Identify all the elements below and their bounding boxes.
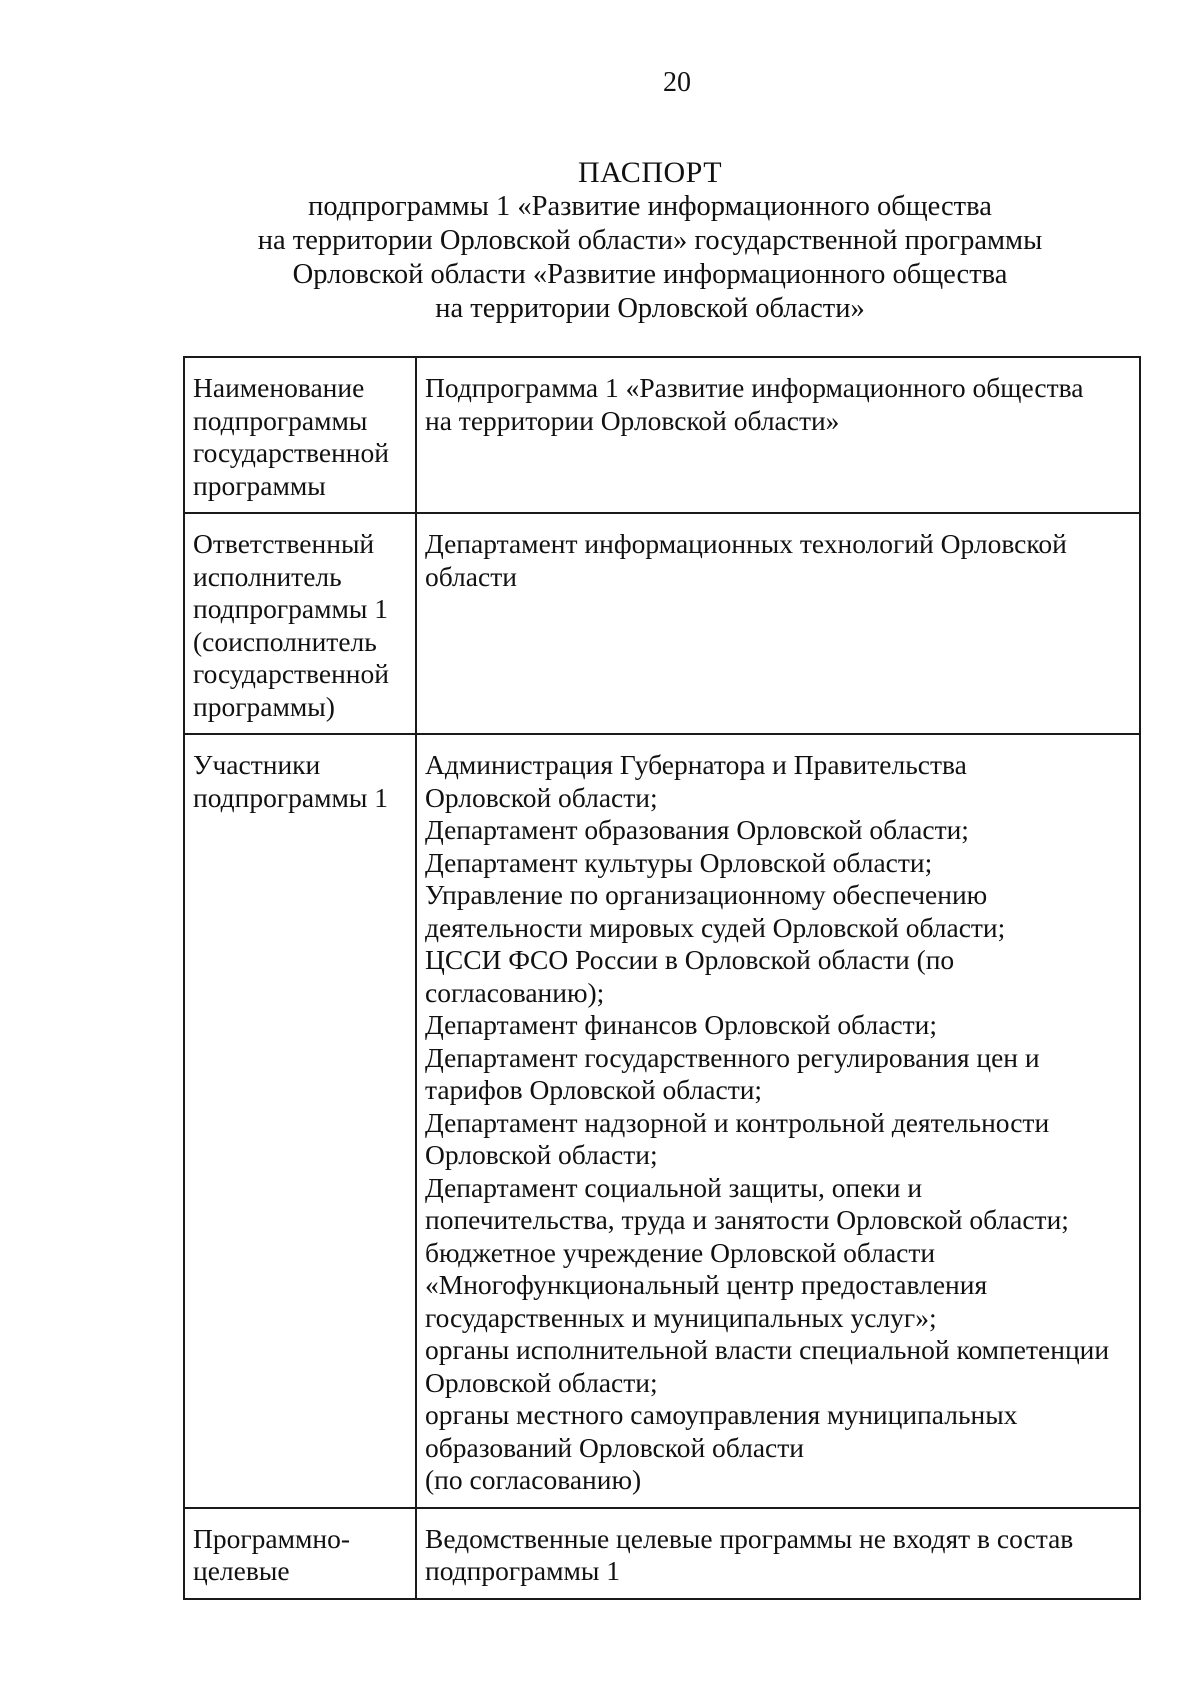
participant-line: Орловской области; <box>425 781 658 813</box>
participant-line: попечительства, труда и занятости Орловской области; <box>425 1204 1069 1235</box>
row-label <box>184 357 416 513</box>
participant-line: органы исполнительной власти специальной компетенции <box>425 1334 1110 1365</box>
heading-line: на территории Орловской области» <box>435 293 865 324</box>
participant-line: Орловской области; <box>425 1366 658 1398</box>
table-row-responsible <box>184 513 1140 734</box>
participant-line: ЦССИ ФСО России в Орловской области (по <box>425 944 955 975</box>
label-line: Ответственный <box>193 528 375 559</box>
row-value <box>416 1508 1140 1599</box>
participant-line: Департамент государственного регулирования цен и <box>425 1041 1040 1073</box>
value-line: области <box>425 560 517 592</box>
row-value <box>416 357 1140 513</box>
table-row-name <box>184 357 1140 513</box>
passport-table <box>183 356 1141 1600</box>
heading-line: Орловской области «Развитие информационного общества <box>292 259 1008 290</box>
participant-line: бюджетное учреждение Орловской области <box>425 1236 936 1268</box>
heading-line: на территории Орловской области» государственной программы <box>257 225 1043 256</box>
label-line: программы) <box>193 690 335 722</box>
row-label <box>184 513 416 734</box>
participant-line: государственных и муниципальных услуг»; <box>425 1301 937 1333</box>
participant-line: Департамент социальной защиты, опеки и <box>425 1171 923 1203</box>
heading-line: подпрограммы 1 «Развитие информационного общества <box>308 191 992 222</box>
participant-line: Департамент надзорной и контрольной деятельности <box>425 1106 1050 1138</box>
label-line: исполнитель <box>193 560 342 592</box>
label-line: Программно- <box>193 1522 351 1554</box>
label-line: подпрограммы <box>193 404 368 436</box>
table-row-program-targeted <box>184 1508 1140 1599</box>
participant-line: Департамент культуры Орловской области; <box>425 846 933 878</box>
participant-line: Департамент образования Орловской области; <box>425 814 969 845</box>
participant-line: (по согласованию) <box>425 1464 642 1495</box>
participant-line: Орловской области; <box>425 1139 658 1170</box>
participant-line: Администрация Губернатора и Правительства <box>425 749 967 780</box>
document-title: ПАСПОРТ <box>577 156 723 189</box>
label-line: (соисполнитель <box>193 625 377 657</box>
label-line: подпрограммы 1 <box>193 593 389 624</box>
participant-line: образований Орловской области <box>425 1431 804 1463</box>
row-label <box>184 734 416 1508</box>
participant-line: Департамент финансов Орловской области; <box>425 1009 937 1040</box>
label-line: целевые <box>193 1555 290 1586</box>
value-line: на территории Орловской области» <box>425 404 840 436</box>
label-line: государственной <box>193 437 389 468</box>
label-line: Наименование <box>193 372 365 403</box>
table-row-participants <box>184 734 1140 1508</box>
row-label <box>184 1508 416 1599</box>
participant-line: органы местного самоуправления муниципальных <box>425 1399 1018 1430</box>
participant-line: деятельности мировых судей Орловской области; <box>425 911 1006 943</box>
label-line: программы <box>193 469 326 501</box>
participant-line: тарифов Орловской области; <box>425 1074 763 1105</box>
value-line: Подпрограмма 1 «Развитие информационного общества <box>425 372 1084 403</box>
label-line: подпрограммы 1 <box>193 781 389 813</box>
value-line: подпрограммы 1 <box>425 1555 621 1586</box>
label-line: Участники <box>193 749 321 780</box>
value-line: Ведомственные целевые программы не входят в состав <box>425 1522 1074 1554</box>
page-number: 20 <box>663 67 691 98</box>
value-line: Департамент информационных технологий Орловской <box>425 528 1067 559</box>
participant-line: «Многофункциональный центр предоставления <box>425 1269 988 1300</box>
row-value <box>416 734 1140 1508</box>
participant-line: согласованию); <box>425 976 605 1008</box>
participant-line: Управление по организационному обеспечению <box>425 879 988 910</box>
document-heading <box>200 156 1100 326</box>
label-line: государственной <box>193 658 389 689</box>
row-value <box>416 513 1140 734</box>
